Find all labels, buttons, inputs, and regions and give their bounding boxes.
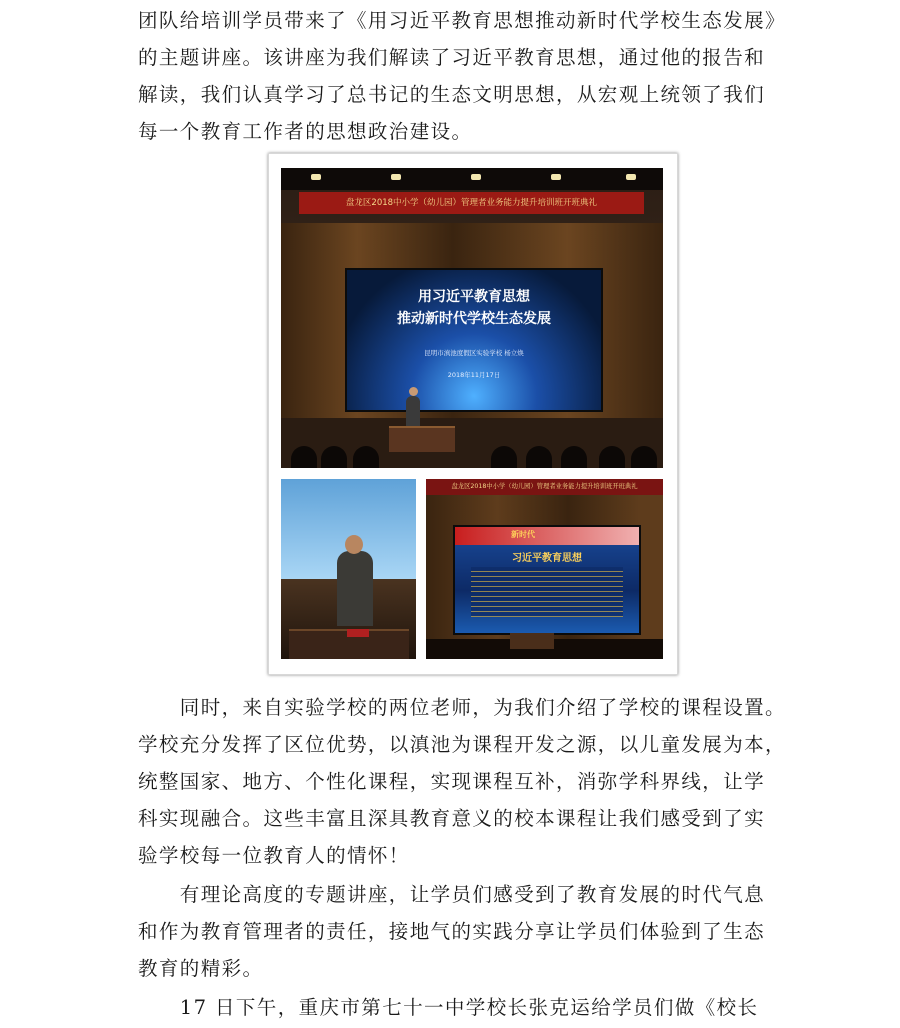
- text-line: 科实现融合。这些丰富且深具教育意义的校本课程让我们感受到了实: [138, 807, 766, 830]
- podium: [510, 633, 554, 649]
- lecture-hall-photo: [281, 168, 663, 468]
- audience-head: [526, 446, 552, 468]
- text-line: 和作为教育管理者的责任，接地气的实践分享让学员们体验到了生态: [138, 920, 766, 943]
- banner-text: 盘龙区2018中小学（幼儿园）管理者业务能力提升培训班开班典礼: [451, 483, 638, 490]
- screen-date: 2018年11月17日: [447, 371, 501, 379]
- text-line: 团队给培训学员带来了《用习近平教育思想推动新时代学校生态发展》: [138, 9, 786, 32]
- ceiling-light: [551, 174, 561, 180]
- text-line: 有理论高度的专题讲座，让学员们感受到了教育发展的时代气息: [138, 883, 766, 906]
- audience-head: [321, 446, 347, 468]
- slide-body-text: [471, 567, 623, 617]
- name-sign: [347, 629, 369, 637]
- text-line: 统整国家、地方、个性化课程，实现课程互补，消弥学科界线，让学: [138, 770, 766, 793]
- paragraph-bottom: [138, 989, 766, 1026]
- paragraph-mid: [138, 689, 786, 874]
- paragraph-three: [138, 876, 766, 987]
- text-line: 教育的精彩。: [138, 957, 264, 980]
- audience-head: [353, 446, 379, 468]
- stage-banner: [299, 192, 644, 214]
- stage-banner: [426, 479, 663, 495]
- text-line: 每一个教育工作者的思想政治建设。: [138, 120, 473, 143]
- screen-title-line2: 推动新时代学校生态发展: [397, 311, 551, 327]
- text-line: 学校充分发挥了区位优势，以滇池为课程开发之源，以儿童发展为本，: [138, 733, 786, 756]
- ceiling-light: [471, 174, 481, 180]
- projection-screen: [345, 268, 603, 412]
- text-line: 解读，我们认真学习了总书记的生态文明思想，从宏观上统领了我们: [138, 83, 766, 106]
- audience-head: [599, 446, 625, 468]
- audience-head: [631, 446, 657, 468]
- projection-screen: [453, 525, 641, 635]
- audience-head: [291, 446, 317, 468]
- speaker-body: [337, 551, 373, 626]
- speaker-head: [345, 535, 363, 554]
- text-line: 的主题讲座。该讲座为我们解读了习近平教育思想，通过他的报告和: [138, 46, 766, 69]
- screen-presenter: 昆明市滇池度假区实验学校 杨立焕: [424, 349, 524, 357]
- speaker-closeup-photo: [281, 479, 416, 659]
- speaker-figure: [406, 396, 420, 428]
- audience-head: [491, 446, 517, 468]
- ceiling-light: [311, 174, 321, 180]
- paragraph-top: [138, 2, 786, 150]
- text-line: 同时，来自实验学校的两位老师，为我们介绍了学校的课程设置。: [138, 696, 786, 719]
- ceiling-light: [626, 174, 636, 180]
- text-line: 验学校每一位教育人的情怀！: [138, 844, 410, 867]
- slide-photo: [426, 479, 663, 659]
- ceiling-light: [391, 174, 401, 180]
- screen-title-line1: 用习近平教育思想: [418, 289, 530, 305]
- banner-text: 盘龙区2018中小学（幼儿园）管理者业务能力提升培训班开班典礼: [345, 198, 598, 208]
- slide-title: 习近平教育思想: [512, 553, 582, 564]
- slide-header-band: [455, 527, 639, 545]
- podium: [389, 426, 455, 452]
- slide-band-text: 新时代: [511, 530, 535, 539]
- audience-head: [561, 446, 587, 468]
- text-line: 17 日下午，重庆市第七十一中学校长张克运给学员们做《校长: [138, 996, 759, 1019]
- photo-collage: [268, 153, 678, 675]
